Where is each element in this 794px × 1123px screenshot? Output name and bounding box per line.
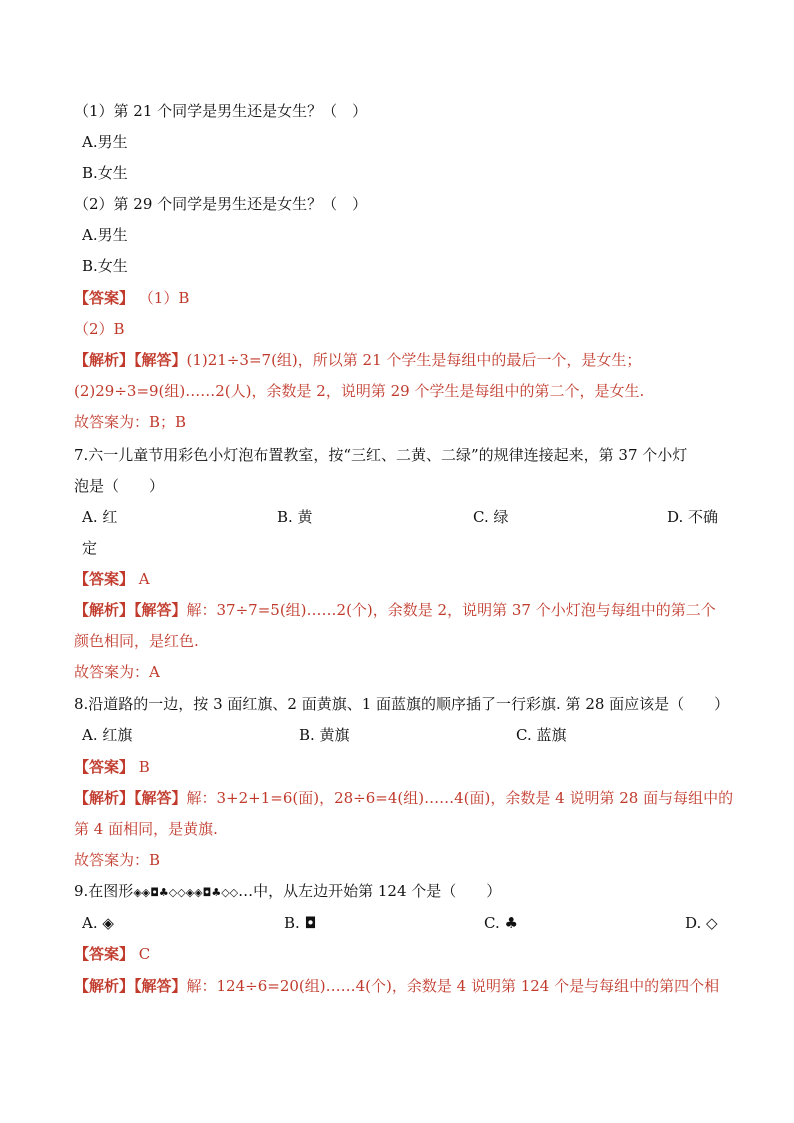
q8-answer bbox=[74, 756, 150, 778]
q7-analysis-1: 解：37÷7=5(组)……2(个)，余数是 2，说明第 37 个小灯泡与每组中的第二个 bbox=[186, 601, 716, 619]
q8-analysis-2: 第 4 面相同，是黄旗. bbox=[74, 820, 218, 838]
q7-stem-2: 泡是（ ） bbox=[74, 477, 165, 495]
answer-tag: 【答案】 bbox=[74, 289, 135, 307]
q6-sub1: （1）第 21 个同学是男生还是女生？（ ） bbox=[74, 102, 368, 120]
q9-shape-sequence: ◈◈◘♣◇◇◈◈◘♣◇◇ bbox=[133, 886, 239, 899]
q6-sub2: （2）第 29 个同学是男生还是女生？（ ） bbox=[74, 195, 368, 213]
answer-tag: 【答案】 bbox=[74, 570, 135, 588]
q6-answer-2: （2）B bbox=[74, 320, 125, 338]
q8-analysis bbox=[74, 787, 733, 809]
q7-analysis-2: 颜色相同，是红色. bbox=[74, 632, 199, 650]
q8-answer-value: B bbox=[138, 758, 150, 776]
q7-final: 故答案为：A bbox=[74, 663, 160, 681]
q7-option-d: D. 不确 bbox=[667, 508, 719, 526]
q9-option-c: C. ♣ bbox=[484, 914, 518, 932]
answer-tag: 【答案】 bbox=[74, 758, 135, 776]
q9-option-b: B. ◘ bbox=[284, 914, 317, 932]
q7-option-c: C. 绿 bbox=[473, 508, 509, 526]
analysis-tag: 【解析】【解答】 bbox=[74, 601, 187, 619]
q8-final: 故答案为：B bbox=[74, 851, 161, 869]
q6-sub2-option-a: A.男生 bbox=[82, 226, 128, 244]
q8-stem: 8.沿道路的一边，按 3 面红旗、2 面黄旗、1 面蓝旗的顺序插了一行彩旗. 第 28 面应该是（ ） bbox=[74, 695, 730, 713]
answer-tag: 【答案】 bbox=[74, 945, 135, 963]
q7-option-b: B. 黄 bbox=[277, 508, 313, 526]
q9-option-a: A. ◈ bbox=[82, 914, 114, 932]
q7-stem-1: 7.六一儿童节用彩色小灯泡布置教室，按“三红、二黄、二绿”的规律连接起来，第 37 个小灯 bbox=[74, 446, 688, 464]
q8-option-c: C. 蓝旗 bbox=[516, 726, 567, 744]
q6-analysis-1: (1)21÷3=7(组)，所以第 21 个学生是每组中的最后一个，是女生； bbox=[186, 351, 642, 369]
q6-analysis bbox=[74, 349, 641, 371]
q6-answer-1: （1）B bbox=[138, 289, 190, 307]
q9-stem-suffix: …中，从左边开始第 124 个是（ ） bbox=[238, 882, 502, 900]
q9-stem bbox=[74, 880, 501, 904]
q7-answer bbox=[74, 568, 150, 590]
analysis-tag: 【解析】【解答】 bbox=[74, 351, 187, 369]
q9-option-d: D. ◇ bbox=[685, 914, 718, 932]
q7-option-a: A. 红 bbox=[82, 508, 118, 526]
q9-answer-value: C bbox=[138, 945, 151, 963]
q8-analysis-1: 解：3+2+1=6(面)，28÷6=4(组)……4(面)，余数是 4 说明第 28 面与每组中的 bbox=[186, 789, 734, 807]
q6-analysis-2: (2)29÷3=9(组)……2(人)，余数是 2，说明第 29 个学生是每组中的第二个，是女生. bbox=[74, 382, 645, 400]
q6-sub2-option-b: B.女生 bbox=[82, 257, 128, 275]
q6-sub1-option-a: A.男生 bbox=[82, 133, 128, 151]
analysis-tag: 【解析】【解答】 bbox=[74, 789, 187, 807]
q6-answer bbox=[74, 287, 189, 309]
q9-stem-prefix: 9.在图形 bbox=[74, 882, 134, 900]
q6-final: 故答案为：B；B bbox=[74, 413, 187, 431]
q7-analysis bbox=[74, 599, 716, 621]
q8-option-a: A. 红旗 bbox=[82, 726, 133, 744]
q7-answer-value: A bbox=[138, 570, 150, 588]
analysis-tag: 【解析】【解答】 bbox=[74, 977, 187, 995]
q7-option-d-wrap: 定 bbox=[82, 539, 98, 557]
q9-answer bbox=[74, 943, 150, 965]
q8-option-b: B. 黄旗 bbox=[299, 726, 350, 744]
q9-analysis bbox=[74, 975, 719, 997]
q6-sub1-option-b: B.女生 bbox=[82, 164, 128, 182]
q9-analysis-1: 解：124÷6=20(组)……4(个)，余数是 4 说明第 124 个是与每组中的第四个相 bbox=[186, 977, 720, 995]
